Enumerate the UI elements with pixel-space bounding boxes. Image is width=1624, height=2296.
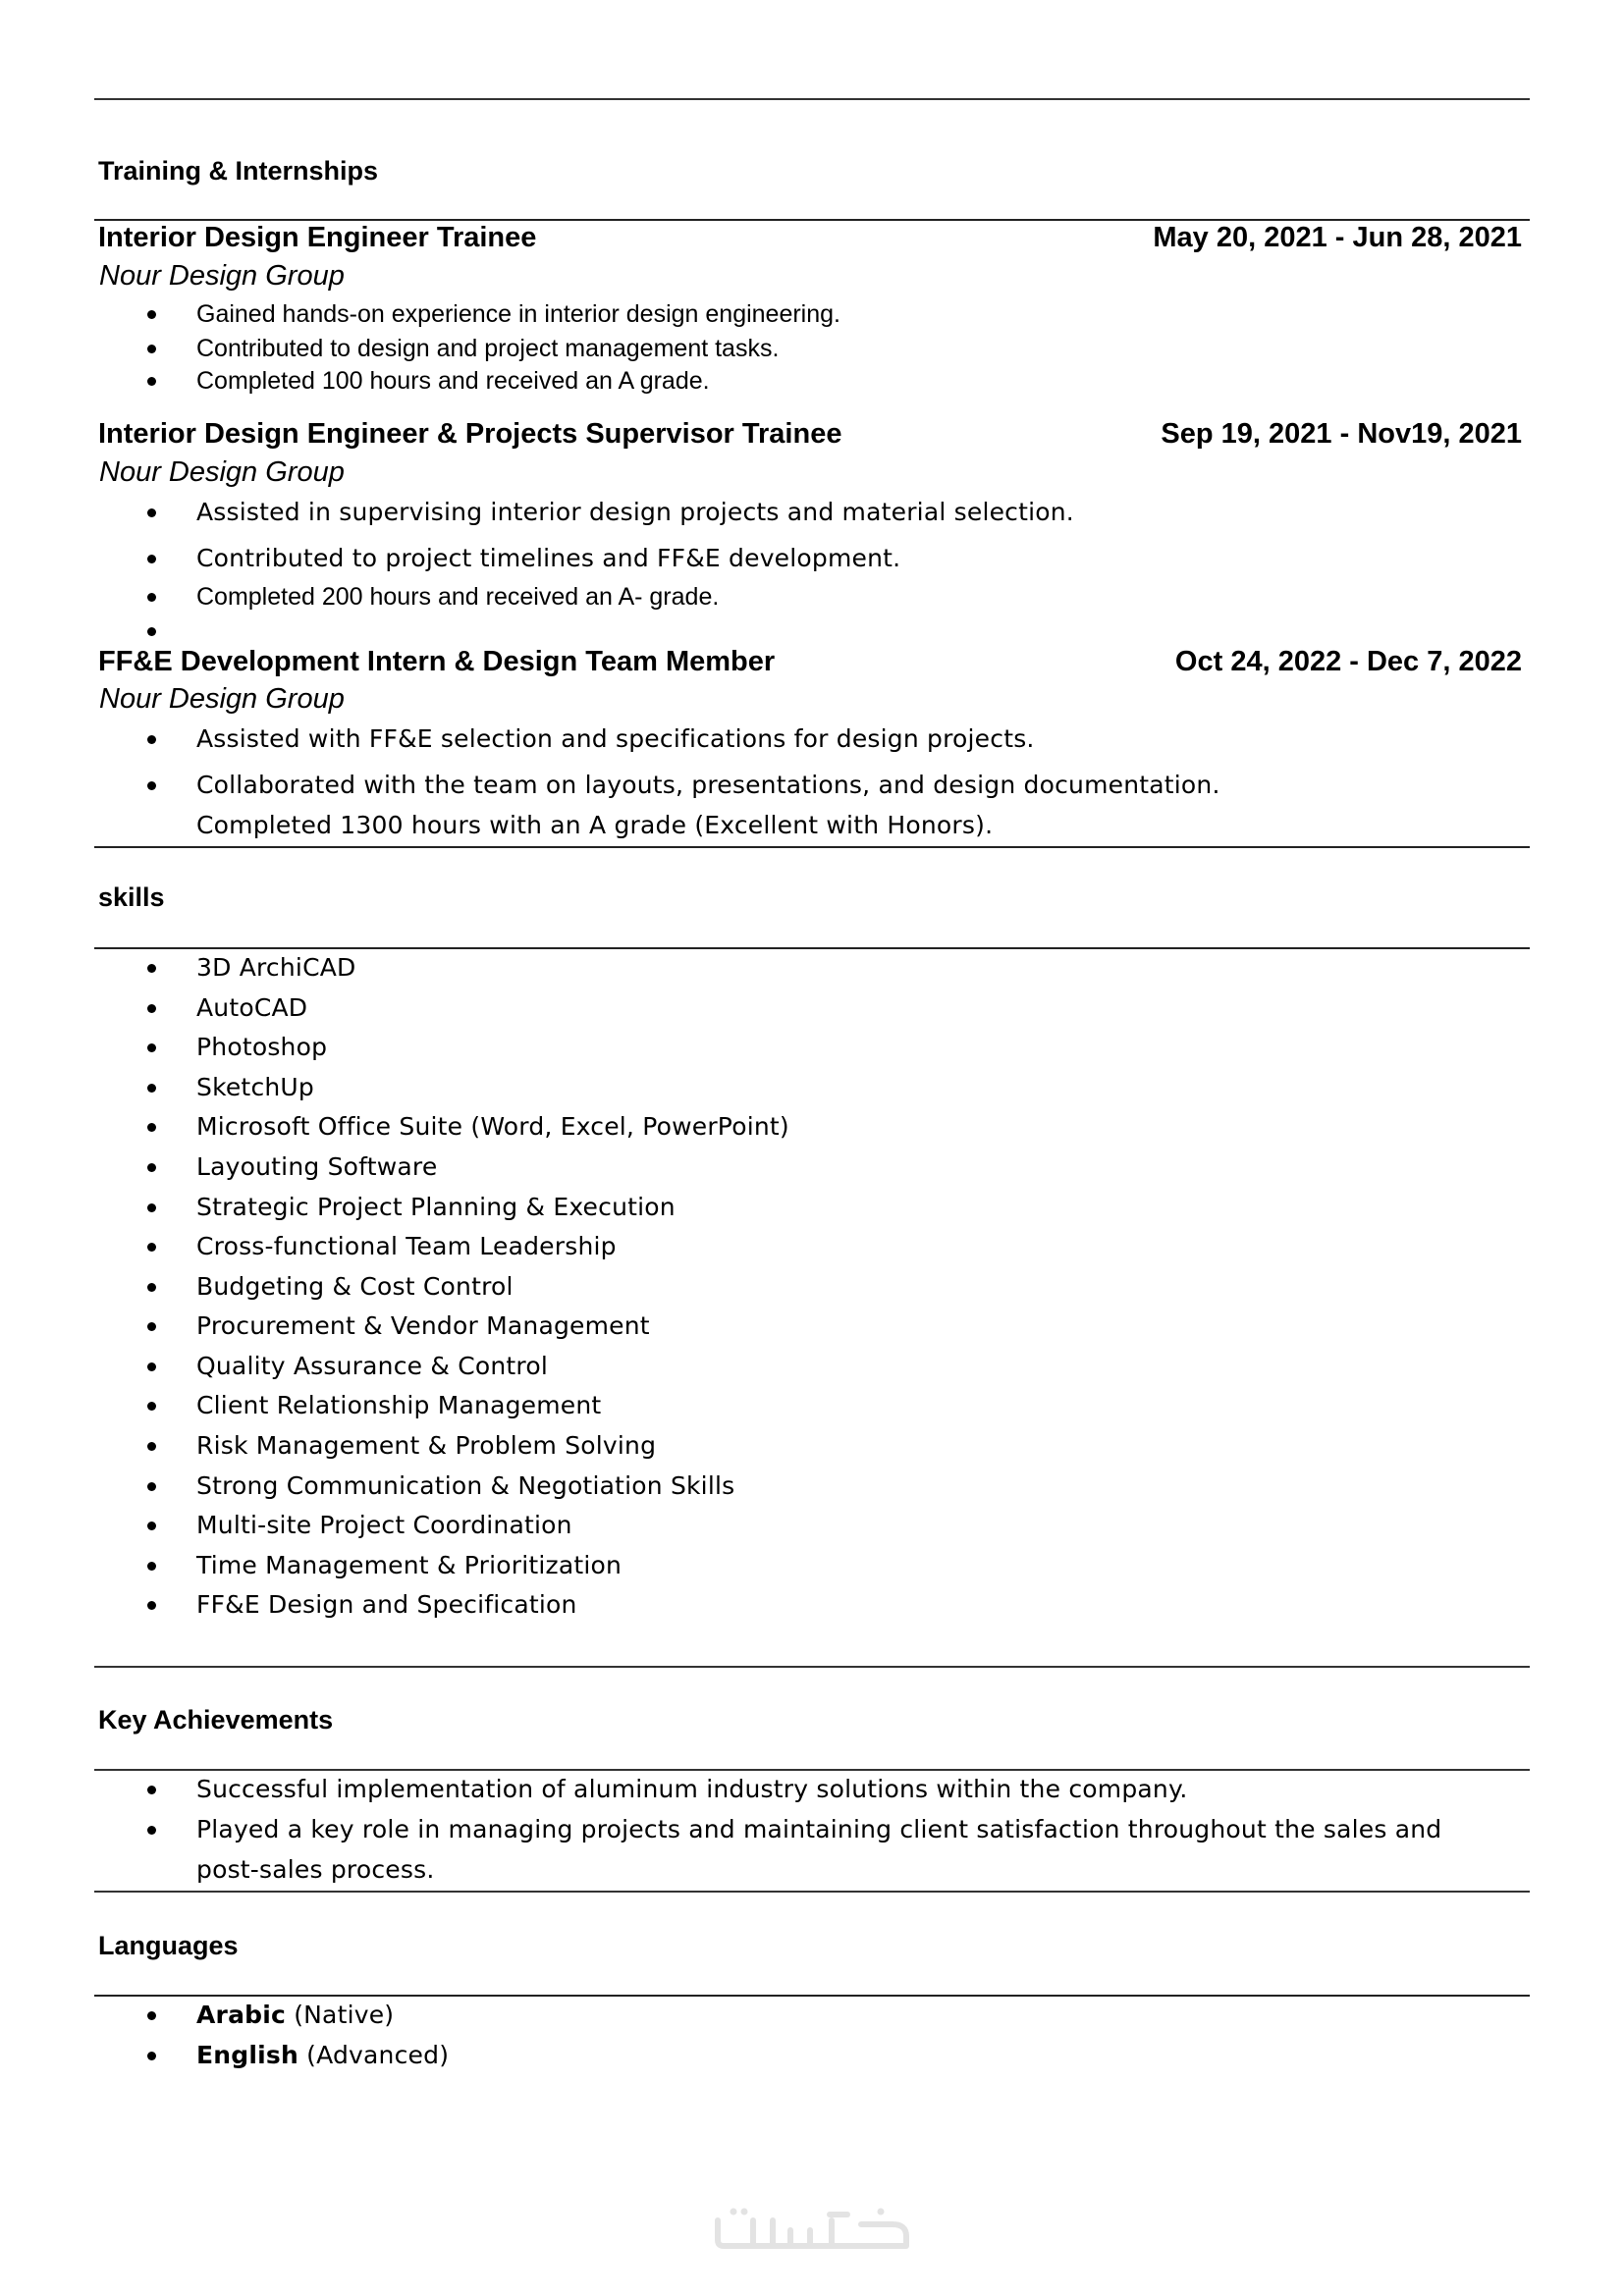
achievements-top-divider	[94, 1666, 1530, 1668]
job-title: Interior Design Engineer Trainee	[98, 222, 537, 253]
section-heading-training: Training & Internships	[98, 156, 379, 186]
bullet-icon	[147, 1362, 156, 1371]
bullet-icon	[147, 2011, 156, 2020]
top-divider	[94, 98, 1530, 100]
job-dates: Oct 24, 2022 - Dec 7, 2022	[1174, 646, 1522, 677]
section-heading-achievements: Key Achievements	[98, 1705, 334, 1735]
bullet-icon	[147, 1084, 156, 1093]
job-dates: May 20, 2021 - Jun 28, 2021	[1153, 222, 1522, 253]
bullet-icon	[147, 781, 156, 790]
job-dates: Sep 19, 2021 - Nov19, 2021	[1161, 418, 1522, 450]
bullet-icon	[147, 1826, 156, 1835]
bullet-icon	[147, 1402, 156, 1411]
job-title: Interior Design Engineer & Projects Supervisor Trainee	[98, 418, 842, 450]
bullet-icon	[147, 593, 156, 602]
company-name: Nour Design Group	[99, 260, 345, 292]
bullet-icon	[147, 1123, 156, 1132]
bullet-icon	[147, 1283, 156, 1292]
job-title: FF&E Development Intern & Design Team Member	[98, 646, 776, 677]
bullet-icon	[147, 1482, 156, 1491]
bullet-icon	[147, 1004, 156, 1013]
bullet-icon	[147, 377, 156, 386]
languages-top-divider	[94, 1891, 1530, 1893]
bullet-icon	[147, 964, 156, 973]
khamsat-watermark-logo	[714, 2207, 910, 2260]
list-item-continuation: Completed 1300 hours with an A grade (Excellent with Honors).	[196, 811, 994, 839]
bullet-icon	[147, 310, 156, 319]
bullet-icon	[147, 508, 156, 517]
language-level: (Advanced)	[306, 2041, 450, 2069]
bullet-icon	[147, 2052, 156, 2060]
bullet-icon	[147, 1163, 156, 1172]
language-name: Arabic	[196, 2001, 287, 2029]
bullet-icon	[147, 1322, 156, 1331]
skills-top-divider	[94, 846, 1530, 848]
bullet-icon	[147, 627, 156, 636]
bullet-icon	[147, 345, 156, 353]
skills-divider	[94, 947, 1530, 949]
bullet-icon	[147, 1786, 156, 1794]
watermark-logo-icon	[714, 2207, 910, 2260]
language-level: (Native)	[294, 2001, 395, 2029]
achievement-continuation: post-sales process.	[196, 1855, 435, 1884]
bullet-icon	[147, 735, 156, 744]
bullet-icon	[147, 1243, 156, 1252]
bullet-icon	[147, 1203, 156, 1212]
bullet-icon	[147, 555, 156, 563]
languages-divider	[94, 1995, 1530, 1997]
bullet-icon	[147, 1522, 156, 1530]
bullet-icon	[147, 1601, 156, 1610]
achievements-divider	[94, 1769, 1530, 1771]
company-name: Nour Design Group	[99, 683, 345, 715]
bullet-icon	[147, 1043, 156, 1052]
bullet-icon	[147, 1562, 156, 1571]
section-heading-languages: Languages	[98, 1931, 239, 1960]
company-name: Nour Design Group	[99, 456, 345, 488]
bullet-icon	[147, 1442, 156, 1451]
language-name: English	[196, 2041, 298, 2069]
section-heading-skills: skills	[98, 882, 165, 912]
